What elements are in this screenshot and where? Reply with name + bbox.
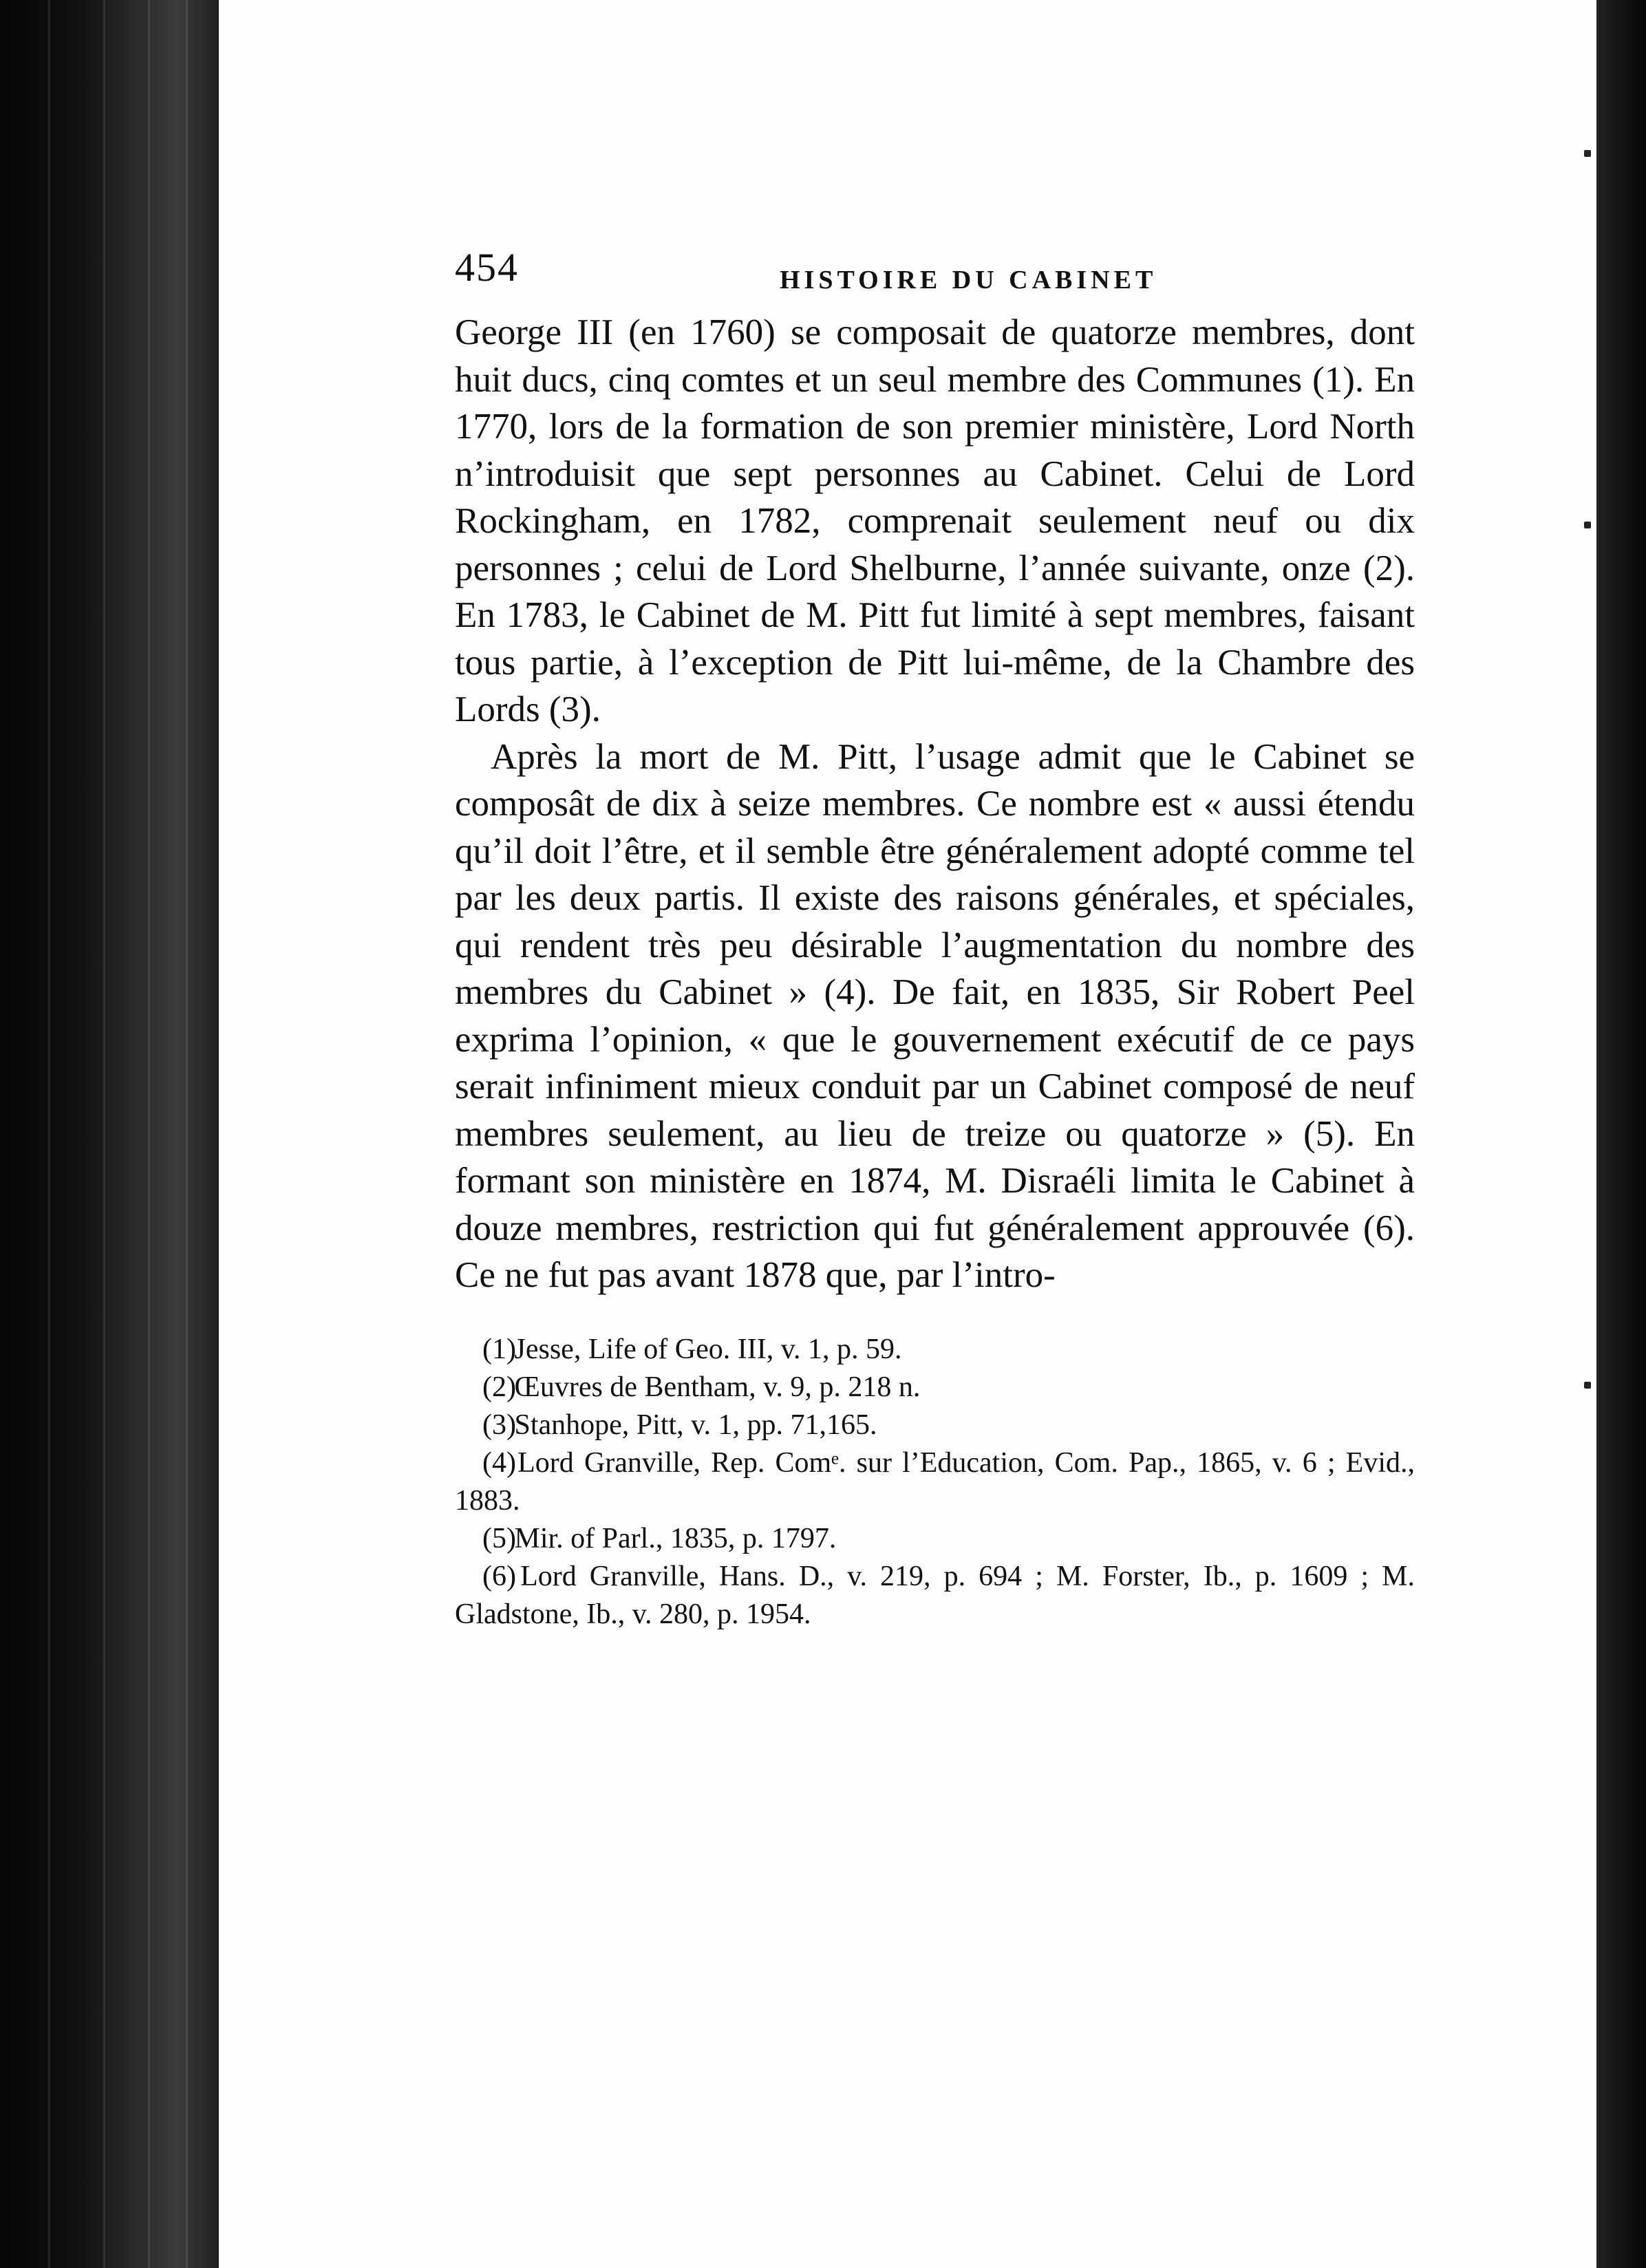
binding-streak: [103, 0, 105, 2268]
body-text: [455, 309, 1415, 1299]
margin-mark: [1584, 1382, 1591, 1389]
footnote-text: Jesse, Life of Geo. III, v. 1, p. 59.: [514, 1333, 902, 1365]
footnote-text: Stanhope, Pitt, v. 1, pp. 71,165.: [514, 1409, 877, 1441]
footnote-number: (6): [482, 1560, 516, 1592]
footnote-number: (2): [482, 1371, 516, 1403]
footnote-number: (4): [482, 1446, 516, 1479]
page-edge: [1596, 0, 1646, 2268]
binding-streak: [148, 0, 150, 2268]
footnote: [455, 1444, 1415, 1520]
footnote-text: Mir. of Parl., 1835, p. 1797.: [514, 1522, 837, 1554]
book-binding: [0, 0, 227, 2268]
running-head: [455, 244, 1415, 299]
footnote-text: Lord Granville, Rep. Comᵉ. sur l’Education, Com. Pap., 1865, v. 6 ; Evid., 1883.: [455, 1446, 1415, 1517]
footnote-number: (3): [482, 1409, 516, 1441]
footnote: [455, 1369, 1415, 1406]
footnote: [455, 1331, 1415, 1369]
margin-mark: [1584, 150, 1591, 157]
footnote-text: Lord Granville, Hans. D., v. 219, p. 694 ; M. Forster, Ib., p. 1609 ; M. Gladstone, Ib., v. 280, p. 1954.: [455, 1560, 1415, 1630]
paragraph: George III (en 1760) se composait de quatorze membres, dont huit ducs, cinq comtes et un seul membre des Communes (1). En 1770, lors de la formation de son premier ministère, Lord North n’introduisit que sept personnes au Cabinet. Celui de Lord Rockingham, en 1782, comprenait seulement neuf ou dix personnes ; celui de Lord Shelburne, l’année suivante, onze (2). En 1783, le Cabinet de M. Pitt fut limité à sept membres, faisant tous partie, à l’exception de Pitt lui-même, de la Chambre des Lords (3).: [455, 312, 1415, 729]
footnotes: [455, 1331, 1415, 1634]
margin-mark: [1584, 522, 1591, 528]
footnote: [455, 1520, 1415, 1558]
footnote-number: (5): [482, 1522, 516, 1554]
footnote: [455, 1406, 1415, 1444]
footnote-number: (1): [482, 1333, 516, 1365]
page-content: [455, 244, 1415, 1634]
footnote: [455, 1558, 1415, 1634]
binding-streak: [48, 0, 50, 2268]
book-page: [219, 0, 1596, 2268]
page-number: 454: [455, 245, 519, 290]
binding-streak: [186, 0, 188, 2268]
running-title: HISTOIRE DU CABINET: [780, 266, 1157, 295]
paragraph: Après la mort de M. Pitt, l’usage admit que le Cabinet se composât de dix à seize membres. Ce nombre est « aussi étendu qu’il doit l’être, et il semble être généralement adopté comme tel par les deux partis. Il existe des raisons générales, et spéciales, qui rendent très peu désirable l’augmentation du nombre des membres du Cabinet » (4). De fait, en 1835, Sir Robert Peel exprima l’opinion, « que le gouvernement exécutif de ce pays serait infiniment mieux conduit par un Cabinet composé de neuf membres seulement, au lieu de treize ou quatorze » (5). En formant son ministère en 1874, M. Disraéli limita le Cabinet à douze membres, restriction qui fut généralement approuvée (6). Ce ne fut pas avant 1878 que, par l’intro-: [455, 736, 1415, 1295]
footnote-text: Œuvres de Bentham, v. 9, p. 218 n.: [514, 1371, 921, 1403]
